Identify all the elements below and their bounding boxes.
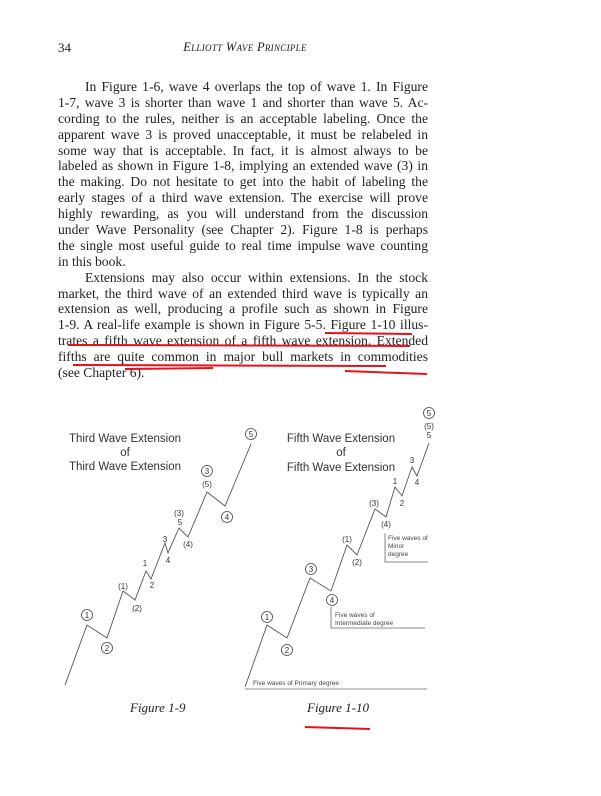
degree-note-primary: Five waves of Primary degree — [253, 680, 339, 687]
figure-1-10-wave-label: 1 — [264, 613, 270, 622]
degree-note-intermediate: Intermediate degree — [335, 620, 394, 627]
figure-1-9-wave-label: 4 — [165, 556, 171, 565]
red-underline-annotation — [325, 333, 412, 334]
figure-1-9-title: Third Wave Extension — [68, 433, 182, 445]
figure-1-9-title: Third Wave Extension — [68, 461, 182, 473]
page-number: 34 — [58, 40, 71, 55]
degree-note-minor: Minor — [388, 543, 405, 550]
red-underline-annotation — [125, 368, 213, 369]
red-underline-annotation — [73, 365, 386, 366]
figure-1-9-wave-label: (5) — [202, 480, 212, 489]
figure-1-9-wave-label: 5 — [248, 430, 254, 439]
text-line: in this book. — [58, 253, 126, 269]
degree-note-minor: degree — [388, 551, 409, 558]
text-line: labeled as shown in Figure 1-8, implying an extended wave (3) in — [58, 158, 428, 174]
figure-1-10-wave-label: 3 — [308, 565, 314, 574]
text-line: extension as well, producing a profile such as shown in Figure — [58, 301, 428, 317]
figure-1-10-wave-label: 1 — [392, 477, 398, 486]
text-line: 1-9. A real-life example is shown in Figure 5-5. Figure 1-10 illus- — [58, 317, 428, 333]
figure-1-9-wave-label: 2 — [149, 581, 155, 590]
figure-1-9-wave-label: 5 — [177, 518, 183, 527]
text-line: the single most useful guide to real time impulse wave counting — [58, 237, 428, 253]
red-underline-annotation — [345, 371, 427, 374]
text-line: fifths are quite common in major bull markets in commodities — [58, 349, 428, 365]
text-line: the making. Do not hesitate to get into the habit of labeling the — [58, 174, 428, 190]
text-line: 1-7, wave 3 is shorter than wave 1 and shorter than wave 5. Ac- — [58, 94, 428, 110]
figure-1-10-title: Fifth Wave Extension — [286, 433, 396, 445]
degree-note-minor: Five waves of — [388, 535, 428, 542]
figure-1-10-wave-label: 5 — [426, 431, 432, 440]
text-line: trates a fifth wave extension of a fifth wave extension. Extended — [58, 333, 428, 349]
figure-1-9-title: of — [120, 447, 130, 459]
figure-1-10-caption: Figure 1-10 — [307, 700, 369, 715]
figure-1-10-wave-label: (4) — [381, 520, 391, 529]
degree-note-intermediate: Five waves of — [335, 612, 375, 619]
figure-1-9-wave-label: (1) — [118, 582, 128, 591]
figure-1-9-wave-label: (4) — [183, 540, 193, 549]
figure-1-10-wave-label: 4 — [414, 478, 420, 487]
running-title: Elliott Wave Principle — [183, 40, 307, 54]
text-line: Extensions may also occur within extensions. In the stock — [85, 269, 428, 285]
text-line: market, the third wave of an extended third wave is typically an — [58, 285, 428, 301]
text-line: (see Chapter 6). — [58, 365, 145, 381]
figure-1-10-wave-label: 3 — [409, 456, 415, 465]
figure-1-9-wave-line — [65, 444, 251, 685]
figure-1-10-wave-label: (5) — [424, 422, 434, 431]
text-line: some way that is acceptable. In fact, it is almost always to be — [58, 142, 428, 158]
figure-1-10-wave-label: (1) — [342, 535, 352, 544]
figure-1-9-wave-label: 1 — [84, 611, 90, 620]
figure-1-9-wave-label: 4 — [224, 513, 230, 522]
text-line: In Figure 1-6, wave 4 overlaps the top of wave 1. In Figure — [85, 79, 428, 94]
figure-1-9-wave-label: (2) — [132, 604, 142, 613]
figure-1-9-wave-label: 2 — [104, 644, 110, 653]
figure-1-9-wave-label: (3) — [174, 509, 184, 518]
figure-1-9-wave-label: 1 — [142, 559, 148, 568]
text-line: cording to the rules, neither is an acceptable labeling. Once the — [58, 110, 428, 126]
figure-1-10-wave-line — [245, 443, 429, 687]
figure-1-10-wave-label: 4 — [329, 596, 335, 605]
figure-1-10-title: Fifth Wave Extension — [286, 462, 396, 474]
figure-1-9-caption: Figure 1-9 — [130, 700, 186, 715]
red-underline-annotation — [68, 345, 410, 346]
figure-1-10-wave-label: 5 — [426, 409, 432, 418]
figure-1-10-wave-label: 2 — [284, 646, 290, 655]
figure-1-9-wave-label: 3 — [162, 535, 168, 544]
figure-1-10-wave-label: (3) — [369, 499, 379, 508]
figure-1-10-wave-label: 2 — [399, 499, 405, 508]
red-underline-annotation — [305, 727, 370, 729]
figure-1-9-wave-label: 3 — [204, 467, 210, 476]
figure-1-10-wave-label: (2) — [352, 558, 362, 567]
text-line: under Wave Personality (see Chapter 2). Figure 1-8 is perhaps — [58, 222, 428, 238]
text-line: highly rewarding, as you will understand from the discussion — [58, 206, 428, 222]
text-line: early stages of a third wave extension. The exercise will prove — [58, 190, 428, 206]
text-line: apparent wave 3 is proved unacceptable, it must be relabeled in — [58, 126, 428, 142]
figure-1-10-title: of — [336, 447, 346, 459]
